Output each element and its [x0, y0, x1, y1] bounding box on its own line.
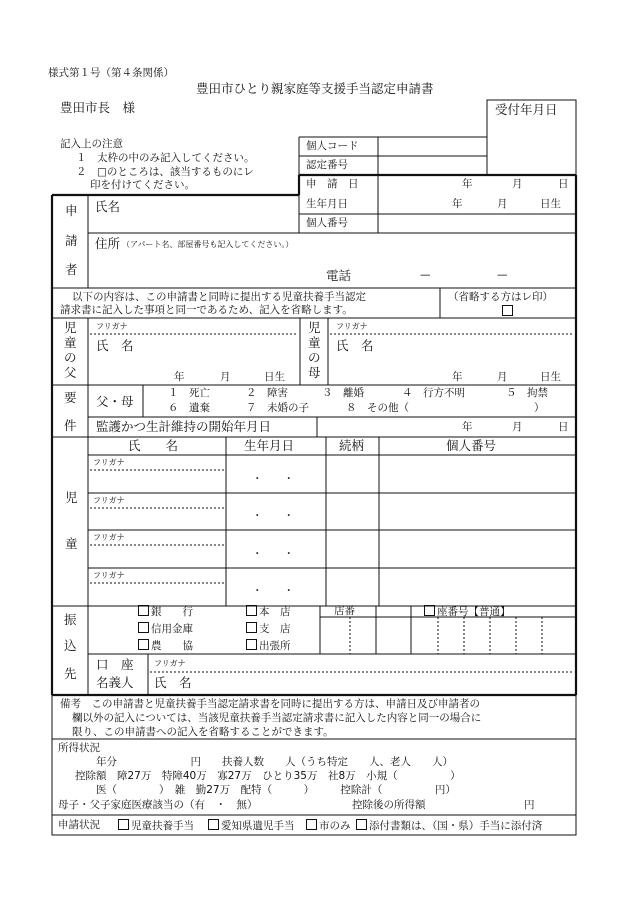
sub-branch-label: 出張所 [259, 640, 291, 652]
branch-number-label: 店番 [334, 605, 355, 617]
income-line-1: 年分 円 扶養人数 人（うち特定 人、老人 人） [96, 756, 453, 768]
child-3-name-field[interactable] [90, 547, 224, 566]
children-label-1: 児 [65, 490, 78, 505]
branch-option-branch[interactable] [246, 622, 291, 635]
shinkin-option-label: 信用金庫 [151, 623, 193, 635]
branch-label: 支 店 [259, 623, 291, 635]
notes-item-1: １ 太枠の中のみ記入してください。 [76, 152, 255, 164]
omit-text-2: 請求書に記入した事項と同一であるため、記入を省略します。 [60, 304, 353, 316]
father-birth-year: 年 [174, 371, 185, 383]
applicant-my-number-label: 個人番号 [306, 217, 348, 229]
custody-month: 月 [512, 421, 523, 433]
child-2-name-field[interactable] [90, 510, 224, 529]
bank-label-1: 振 [64, 612, 77, 627]
children-col-name: 氏 名 [128, 438, 179, 453]
father-label-1: 児 [64, 320, 77, 335]
requirements-label-2: 件 [64, 418, 77, 433]
status-option-4-label: 添付書類は、（国・県）手当に添付済 [369, 820, 543, 832]
status-option-3-label: 市のみ [319, 820, 351, 832]
custody-year: 年 [462, 421, 473, 433]
requirement-option-5[interactable]: ５ 拘禁 [506, 387, 548, 399]
father-birth-day: 日生 [264, 371, 285, 383]
holder-name-label: 氏 名 [154, 675, 192, 690]
income-line-4c: 円 [524, 799, 535, 811]
requirement-option-3[interactable]: ３ 離婚 [322, 387, 364, 399]
status-option-4[interactable] [356, 819, 542, 832]
requirement-option-7[interactable]: ７ 未婚の子 [246, 402, 309, 414]
applicant-birth-month: 月 [497, 198, 508, 210]
requirement-option-4[interactable]: ４ 行方不明 [402, 387, 465, 399]
applicant-address-label: 住所 [95, 236, 121, 251]
applicant-birth-year: 年 [452, 198, 463, 210]
child-2-birth-dots: ・ ・ [252, 510, 294, 522]
child-4-birth-dots: ・ ・ [252, 585, 294, 597]
status-checkbox-2[interactable] [208, 819, 219, 830]
account-number-text: 座番号【普通】 [437, 606, 511, 618]
father-label-3: の [64, 350, 77, 365]
noukyou-option-label: 農 協 [151, 640, 193, 652]
apply-date-day: 日 [558, 178, 569, 190]
child-2-furigana: フリガナ [93, 496, 125, 505]
custody-start-label: 監護かつ生計維持の開始年月日 [96, 419, 272, 434]
head-office-checkbox[interactable] [246, 605, 257, 616]
requirement-option-1[interactable]: １ 死亡 [168, 387, 210, 399]
income-line-4b: 控除後の所得額 [352, 799, 426, 811]
status-checkbox-1[interactable] [118, 819, 129, 830]
form-title: 豊田市ひとり親家庭等支援手当認定申請書 [196, 81, 434, 96]
requirement-option-6[interactable]: ６ 遺棄 [168, 402, 210, 414]
child-1-name-field[interactable] [90, 472, 224, 491]
mother-label-4: 母 [308, 365, 321, 380]
remarks-line-1: 備考 この申請書と児童扶養手当認定請求書を同時に提出する方は、申請日及び申請者の [60, 698, 480, 710]
requirement-option-2[interactable]: ２ 障害 [246, 387, 288, 399]
remarks-line-3: 限り、この申請書への記入を省略することができます。 [72, 726, 334, 738]
apply-date-month: 月 [512, 178, 523, 190]
father-label-4: 父 [64, 365, 77, 380]
mother-label-1: 児 [308, 320, 321, 335]
applicant-label-2: 請 [65, 233, 78, 248]
mother-name-label: 氏 名 [336, 338, 374, 353]
children-col-number: 個人番号 [446, 438, 497, 453]
applicant-phone-label: 電話 [326, 268, 352, 283]
father-name-label: 氏 名 [96, 338, 134, 353]
income-line-3: 医（ ） 雑 勤27万 配特（ ） 控除計（ 円） [96, 784, 456, 796]
status-checkbox-3[interactable] [306, 819, 317, 830]
mother-furigana-label: フリガナ [336, 322, 368, 331]
account-holder-label-2: 名義人 [96, 675, 134, 690]
sub-branch-checkbox[interactable] [246, 639, 257, 650]
omit-check-label: （省略する方はレ印） [448, 291, 553, 303]
status-option-2[interactable] [208, 819, 295, 832]
account-holder-label-1: 口 座 [96, 657, 134, 672]
applicant-name-label: 氏名 [95, 199, 121, 214]
mother-name-field[interactable] [390, 336, 574, 354]
requirements-label-1: 要 [64, 390, 77, 405]
applicant-label-1: 申 [65, 203, 78, 218]
mother-birth-year: 年 [452, 371, 463, 383]
applicant-birth-day: 日生 [540, 198, 561, 210]
shinkin-checkbox[interactable] [138, 622, 149, 633]
status-option-1-label: 児童扶養手当 [131, 820, 194, 832]
custody-day: 日 [558, 421, 569, 433]
income-line-4a: 母子・父子家庭医療該当の（有 ・ 無） [58, 799, 258, 811]
branch-checkbox[interactable] [246, 622, 257, 633]
noukyou-checkbox[interactable] [138, 639, 149, 650]
requirement-option-8[interactable]: ８ その他（ [346, 402, 409, 414]
child-3-furigana: フリガナ [93, 533, 125, 542]
father-birth-month: 月 [220, 371, 231, 383]
father-label-2: 童 [64, 335, 77, 350]
child-4-name-field[interactable] [90, 585, 224, 604]
bank-option-label: 銀 行 [151, 606, 193, 618]
cert-number-field[interactable] [380, 158, 485, 174]
status-option-2-label: 愛知県遺児手当 [221, 820, 295, 832]
children-label-2: 童 [65, 536, 78, 551]
child-4-furigana: フリガナ [93, 571, 125, 580]
holder-furigana-label: フリガナ [154, 659, 186, 668]
apply-date-year: 年 [462, 178, 473, 190]
status-label: 申請状況 [58, 819, 100, 831]
addressee: 豊田市長 様 [60, 100, 136, 115]
omit-checkbox[interactable] [502, 305, 513, 316]
bank-option-bank[interactable] [138, 605, 193, 618]
branch-option-sub[interactable] [246, 639, 291, 652]
account-checkbox[interactable] [424, 605, 435, 616]
requirements-parent-label: 父・母 [96, 394, 134, 409]
child-1-birth-dots: ・ ・ [252, 473, 294, 485]
bank-label-2: 込 [64, 638, 77, 653]
income-line-2: 控除額 障27万 特障40万 寡27万 ひとり35万 社8万 小規（ ） [75, 770, 461, 782]
phone-dash-2: — [497, 269, 508, 281]
applicant-address-note: （アパート名、部屋番号も記入してください。） [122, 240, 294, 249]
father-name-field[interactable] [150, 336, 296, 354]
applicant-birthdate-label: 生年月日 [306, 198, 348, 210]
bank-option-noukyou[interactable] [138, 639, 193, 652]
mother-birth-month: 月 [497, 371, 508, 383]
apply-date-label: 申 請 日 [306, 178, 359, 190]
children-col-relation: 続柄 [339, 438, 365, 453]
mother-birth-day: 日生 [540, 371, 561, 383]
bank-option-shinkin[interactable] [138, 622, 193, 635]
applicant-name-field[interactable] [90, 215, 297, 231]
status-option-3[interactable] [306, 819, 351, 832]
branch-option-head[interactable] [246, 605, 291, 618]
mother-label-2: 童 [308, 335, 321, 350]
cert-number-label: 認定番号 [306, 159, 348, 171]
form-number: 様式第１号（第４条関係） [48, 67, 174, 79]
head-office-label: 本 店 [259, 606, 291, 618]
applicant-address-field[interactable] [90, 252, 574, 266]
notes-item-2-cont: 印を付けてください。 [90, 179, 195, 191]
personal-code-label: 個人コード [306, 140, 359, 152]
children-col-birth: 生年月日 [244, 438, 295, 453]
applicant-my-number-field[interactable] [380, 216, 574, 232]
applicant-label-3: 者 [65, 262, 78, 277]
omit-text-1: 以下の内容は、この申請書と同時に提出する児童扶養手当認定 [72, 291, 366, 303]
holder-name-field[interactable] [200, 674, 574, 693]
child-1-furigana: フリガナ [93, 458, 125, 467]
remarks-line-2: 欄以外の記入については、当該児童扶養手当認定請求書に記入した内容と同一の場合に [72, 712, 482, 724]
account-number-label [424, 605, 511, 618]
status-option-1[interactable] [118, 819, 194, 832]
received-date-label: 受付年月日 [495, 102, 558, 117]
income-heading: 所得状況 [58, 742, 100, 754]
bank-checkbox[interactable] [138, 605, 149, 616]
requirement-option-8-close: ） [534, 402, 545, 414]
father-furigana-label: フリガナ [96, 322, 128, 331]
notes-heading: 記入上の注意 [60, 138, 123, 150]
personal-code-field[interactable] [380, 139, 485, 155]
child-3-birth-dots: ・ ・ [252, 548, 294, 560]
mother-label-3: の [308, 350, 321, 365]
notes-item-2: ２ □のところは、該当するものにレ [76, 166, 254, 178]
status-checkbox-4[interactable] [356, 819, 367, 830]
bank-label-3: 先 [64, 666, 77, 681]
phone-dash-1: — [420, 269, 431, 281]
